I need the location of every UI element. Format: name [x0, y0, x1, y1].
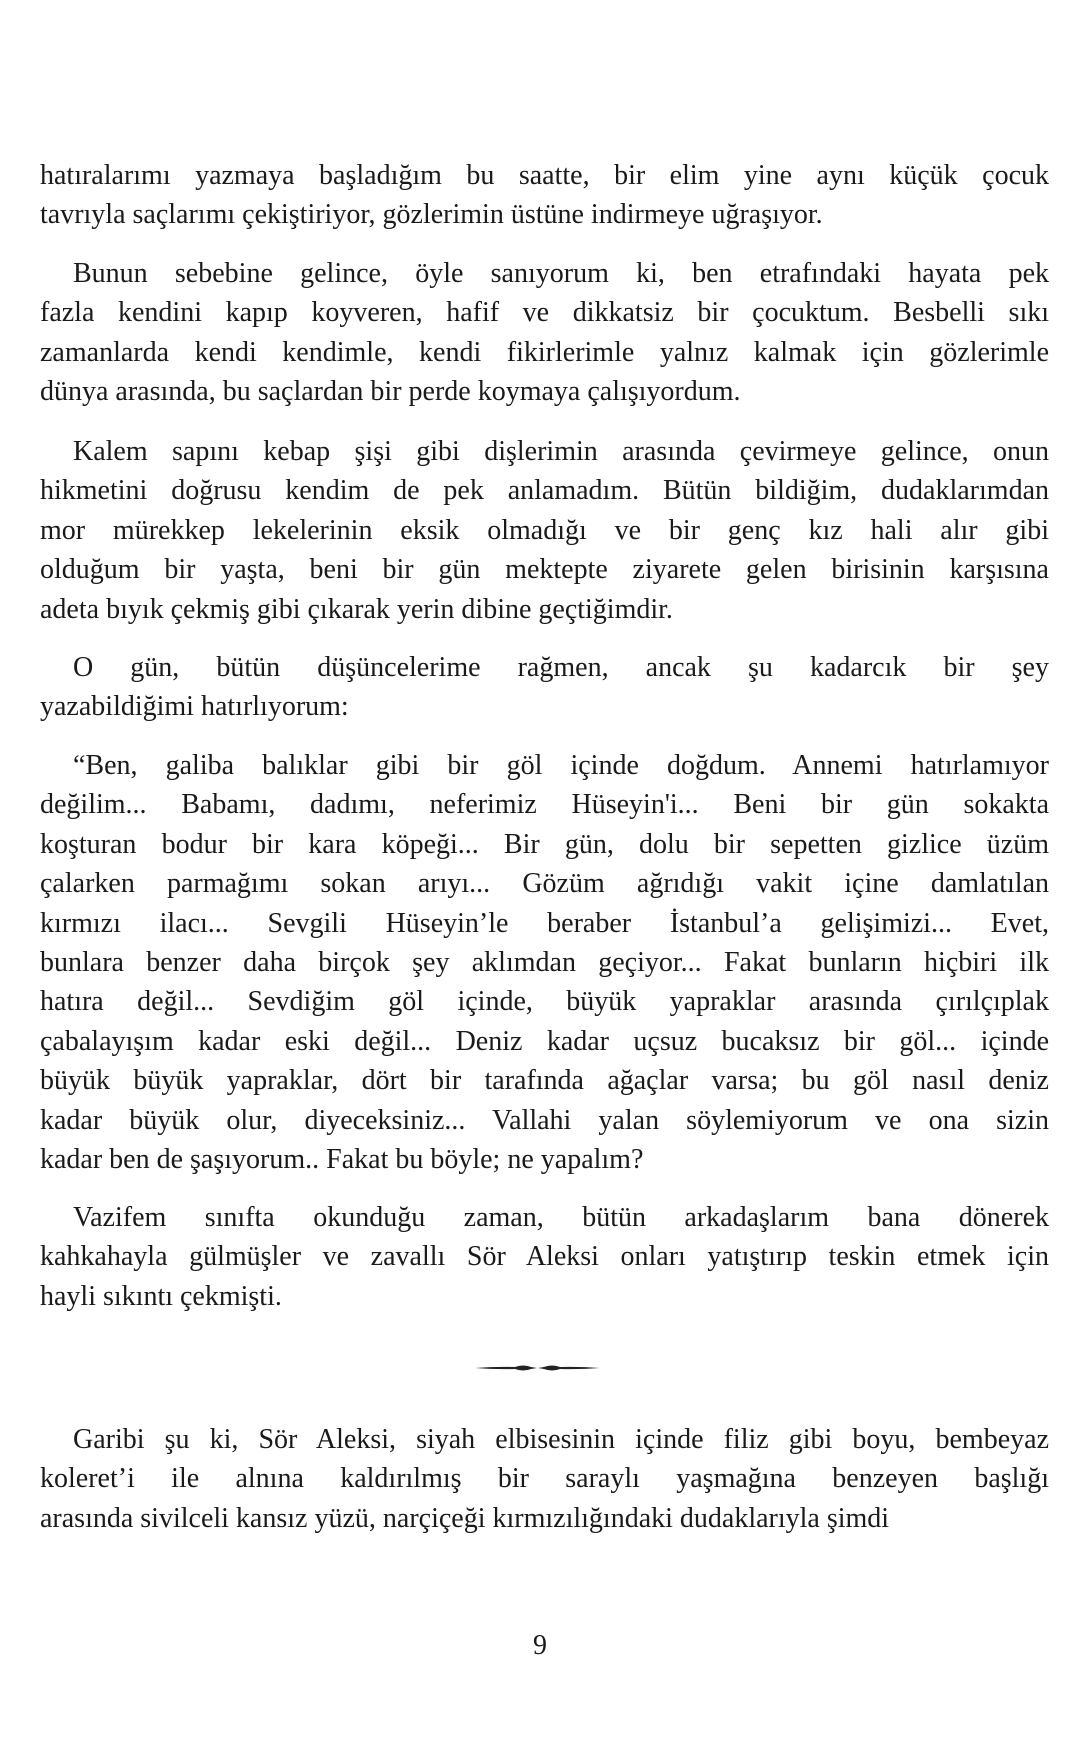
text-line: Vazifem sınıfta okunduğu zaman, bütün arkadaşlarım bana dönerek — [73, 1202, 1049, 1233]
quoted-paragraph — [40, 746, 1049, 1179]
text-line: koşturan bodur bir kara köpeği... Bir gün, dolu bir sepetten gizlice üzüm — [40, 828, 1049, 860]
text-line: Bunun sebebine gelince, öyle sanıyorum ki, ben etrafındaki hayata pek — [73, 258, 1049, 289]
text-line: Garibi şu ki, Sör Aleksi, siyah elbisesinin içinde filiz gibi boyu, bembeyaz — [73, 1424, 1049, 1455]
text-line: yazabildiğimi hatırlıyorum: — [40, 691, 349, 723]
text-line: hatıra değil... Sevdiğim göl içinde, büyük yapraklar arasında çırılçıplak — [40, 986, 1049, 1018]
paragraph — [40, 432, 1049, 629]
text-line: tavrıyla saçlarımı çekiştiriyor, gözlerimin üstüne indirmeye uğraşıyor. — [40, 199, 823, 231]
text-line: olduğum bir yaşta, beni bir gün mektepte ziyarete gelen birisinin karşısına — [40, 554, 1049, 586]
text-line: hayli sıkıntı çekmişti. — [40, 1280, 282, 1312]
text-line: çabalayışım kadar eski değil... Deniz kadar uçsuz bucaksız bir göl... içinde — [40, 1025, 1049, 1057]
page-number: 9 — [533, 1630, 547, 1661]
text-line: kırmızı ilacı... Sevgili Hüseyin’le beraber İstanbul’a gelişimizi... Evet, — [40, 907, 1049, 939]
text-line: değilim... Babamı, dadımı, neferimiz Hüseyin'i... Beni bir gün sokakta — [40, 789, 1049, 821]
paragraph — [40, 156, 1049, 235]
text-line: kahkahayla gülmüşler ve zavallı Sör Aleksi onları yatıştırıp teskin etmek için — [40, 1241, 1049, 1273]
text-line: adeta bıyık çekmiş gibi çıkarak yerin dibine geçtiğimdir. — [40, 593, 673, 625]
text-line: çalarken parmağımı sokan arıyı... Gözüm ağrıdığı vakit içine damlatılan — [40, 868, 1049, 900]
text-line: kadar büyük olur, diyeceksiniz... Vallahi yalan söylemiyorum ve ona sizin — [40, 1104, 1049, 1136]
paragraph — [40, 1420, 1049, 1538]
text-line: arasında sivilceli kansız yüzü, narçiçeği kırmızılığındaki dudaklarıyla şimdi — [40, 1502, 890, 1534]
section-divider-ornament — [475, 1360, 600, 1376]
text-line: hikmetini doğrusu kendim de pek anlamadım. Bütün bildiğim, dudaklarımdan — [40, 475, 1049, 507]
text-line: koleret’i ile alnına kaldırılmış bir saraylı yaşmağına benzeyen başlığı — [40, 1463, 1049, 1495]
text-line: mor mürekkep lekelerinin eksik olmadığı ve bir genç kız hali alır gibi — [40, 514, 1049, 546]
paragraph — [40, 648, 1049, 727]
text-line: O gün, bütün düşüncelerime rağmen, ancak şu kadarcık bir şey — [73, 652, 1049, 683]
text-line: zamanlarda kendi kendimle, kendi fikirlerimle yalnız kalmak için gözlerimle — [40, 336, 1049, 368]
text-line: “Ben, galiba balıklar gibi bir göl içinde doğdum. Annemi hatırlamıyor — [73, 750, 1049, 781]
text-line: büyük büyük yapraklar, dört bir tarafında ağaçlar varsa; bu göl nasıl deniz — [40, 1065, 1049, 1097]
text-line: hatıralarımı yazmaya başladığım bu saatte, bir elim yine aynı küçük çocuk — [40, 160, 1049, 191]
text-line: bunlara benzer daha birçok şey aklımdan geçiyor... Fakat bunların hiçbiri ilk — [40, 946, 1049, 978]
text-line: fazla kendini kapıp koyveren, hafif ve dikkatsiz bir çocuktum. Besbelli sıkı — [40, 297, 1049, 329]
paragraph — [40, 254, 1049, 412]
text-line: Kalem sapını kebap şişi gibi dişlerimin arasında çevirmeye gelince, onun — [73, 436, 1049, 467]
text-line: kadar ben de şaşıyorum.. Fakat bu böyle; ne yapalım? — [40, 1143, 644, 1175]
text-line: dünya arasında, bu saçlardan bir perde koymaya çalışıyordum. — [40, 376, 741, 408]
paragraph — [40, 1198, 1049, 1316]
